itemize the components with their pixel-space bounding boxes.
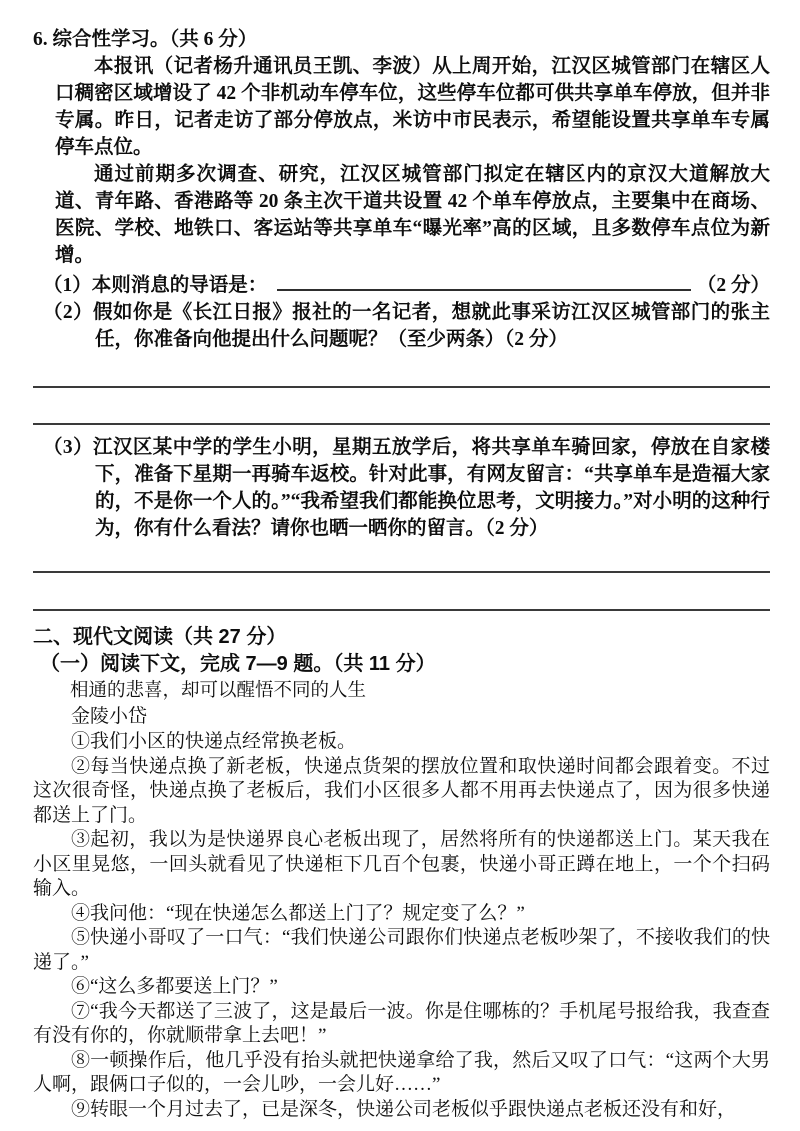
- news-paragraph-2: 通过前期多次调查、研究，江汉区城管部门拟定在辖区内的京汉大道解放大道、青年路、香港路等 20 条主次干道共设置 42 个单车停放点，主要集中在商场、医院、学校、地铁口、客运站等共享单车“曝光率”高的区域，且多数停车点位为新增。: [55, 164, 770, 266]
- item-1-score: （2 分）: [696, 275, 770, 296]
- passage-paragraph-5: ⑤快递小哥叹了一口气：“我们快递公司跟你们快递点老板吵架了，不接收我们的快递了。”: [33, 927, 770, 973]
- question-6-item-3: （3）江汉区某中学的学生小明，星期五放学后，将共享单车骑回家，停放在自家楼下，准备下星期一再骑车返校。针对此事，有网友留言：“共享单车是造福大家的，不是你一个人的。”“我希望我们都能换位思考，文明接力。”对小明的这种行为，你有什么看法？请你也晒一晒你的留言。（2 分）: [43, 437, 770, 539]
- section-modern-reading: [33, 624, 770, 1122]
- passage-paragraph-6: ⑥“这么多都要送上门？”: [71, 976, 278, 997]
- answer-rule-line: [33, 571, 770, 573]
- passage-paragraph-1: ①我们小区的快递点经常换老板。: [71, 731, 357, 752]
- passage-paragraph-4: ④我问他：“现在快递怎么都送上门了？规定变了么？”: [71, 902, 525, 924]
- question-6-item-2: （2）假如你是《长江日报》报社的一名记者，想就此事采访江汉区城管部门的张主任，你准备向他提出什么问题呢？（至少两条）（2 分）: [43, 302, 770, 350]
- section-2-subheading: （一）阅读下文，完成 7—9 题。（共 11 分）: [40, 653, 436, 675]
- item-1-answer-blank: [277, 269, 691, 291]
- passage-title: 相通的悲喜，却可以醒悟不同的人生: [70, 681, 367, 701]
- answer-rule-line: [33, 423, 770, 425]
- answer-rule-line: [33, 609, 770, 611]
- passage-paragraph-8: ⑧一顿操作后，他几乎没有抬头就把快递拿给了我，然后又叹了口气：“这两个大男人啊，跟俩口子似的，一会儿吵，一会儿好……”: [33, 1049, 770, 1095]
- news-paragraph-1: 本报讯（记者杨升通讯员王凯、李波）从上周开始，江汉区城管部门在辖区人口稠密区域增设了 42 个非机动车停车位，这些停车位都可供共享单车停放，但并非专属。昨日，记者走访了部分停放点，米访中市民表示，希望能设置共享单车专属停车点位。: [55, 56, 770, 158]
- section-2-heading: 二、现代文阅读（共 27 分）: [33, 626, 287, 648]
- section-question-6: [33, 26, 770, 611]
- reading-passage: [33, 678, 770, 1122]
- question-6-item-1: [43, 269, 770, 299]
- question-6-heading: 6. 综合性学习。（共 6 分）: [33, 29, 258, 50]
- passage-paragraph-9: ⑨转眼一个月过去了，已是深冬，快递公司老板似乎跟快递点老板还没有和好，: [71, 1098, 737, 1120]
- passage-author: 金陵小岱: [71, 706, 148, 727]
- answer-rule-line: [33, 386, 770, 388]
- item-1-label: （1）本则消息的导语是：: [43, 275, 268, 296]
- passage-paragraph-3: ③起初，我以为是快递界良心老板出现了，居然将所有的快递都送上门。某天我在小区里晃悠，一回头就看见了快递柜下几百个包裹，快递小哥正蹲在地上，一个个扫码输入。: [33, 829, 770, 899]
- passage-paragraph-7: ⑦“我今天都送了三波了，这是最后一波。你是住哪栋的？手机尾号报给我，我查查有没有你的，你就顺带拿上去吧！”: [33, 1000, 770, 1046]
- passage-paragraph-2: ②每当快递点换了新老板，快递点货架的摆放位置和取快递时间都会跟着变。不过这次很奇怪，快递点换了老板后，我们小区很多人都不用再去快递点了，因为很多快递都送上了门。: [33, 755, 770, 826]
